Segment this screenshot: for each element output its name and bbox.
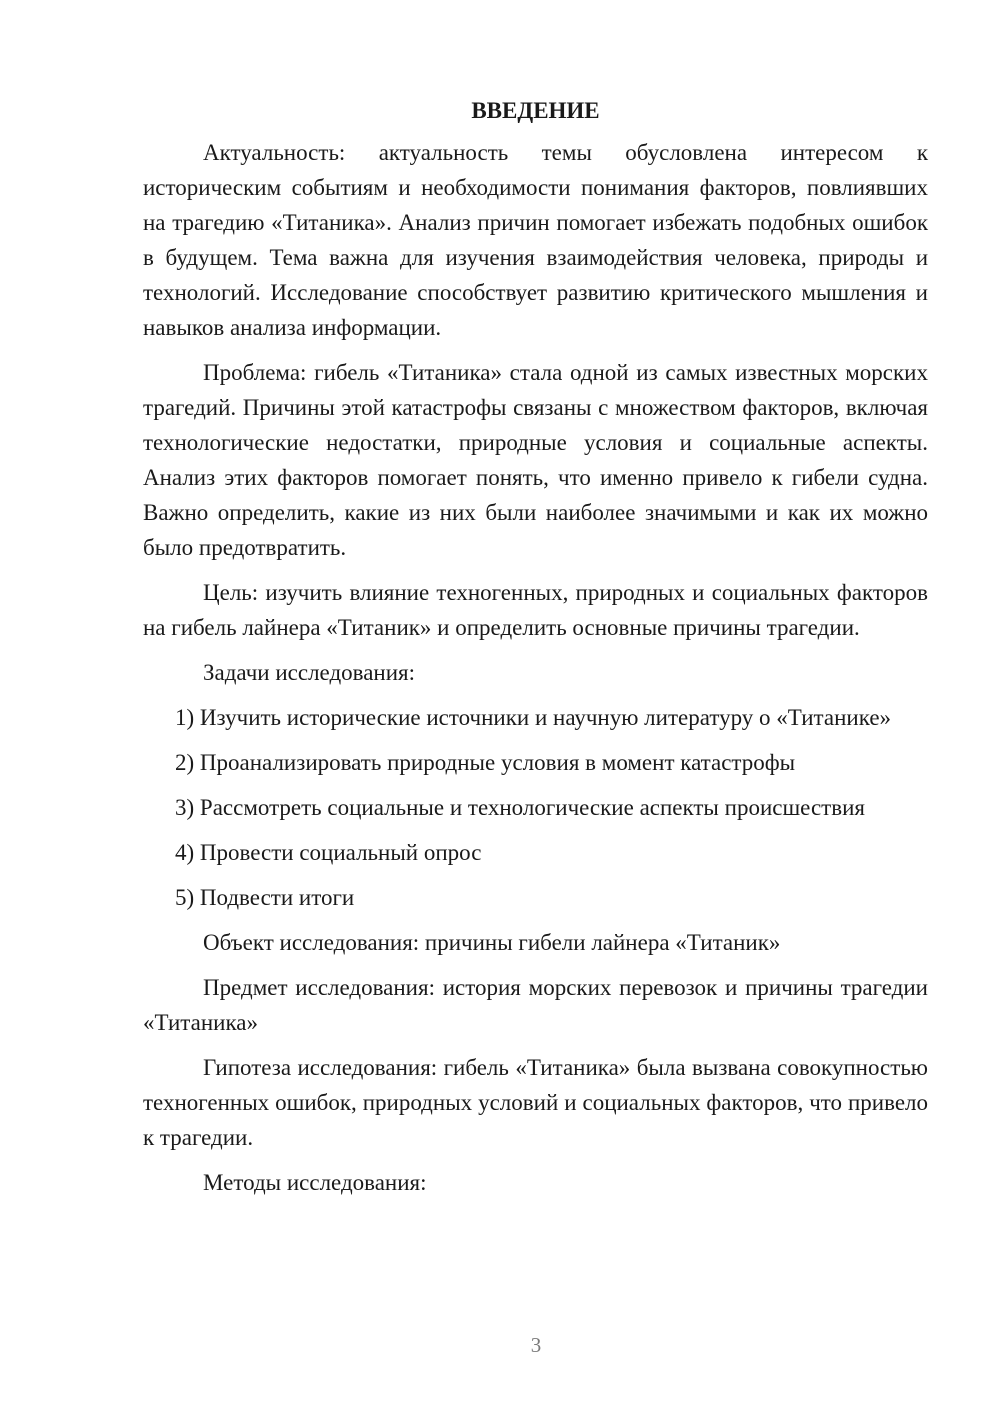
task-list <box>143 700 928 915</box>
task-item: 3) Рассмотреть социальные и технологические аспекты происшествия <box>175 795 865 820</box>
paragraph-goal: Цель: изучить влияние техногенных, природных и социальных факторов на гибель лайнера «Титаник» и определить основные причины трагедии. <box>143 580 928 640</box>
paragraph-hypothesis: Гипотеза исследования: гибель «Титаника» была вызвана совокупностью техногенных ошибок, природных условий и социальных факторов, что привело к трагедии. <box>143 1055 928 1150</box>
paragraph-problem: Проблема: гибель «Титаника» стала одной из самых известных морских трагедий. Причины этой катастрофы связаны с множеством факторов, включая технологические недостатки, природные условия и социальные аспекты. Анализ этих факторов помогает понять, что именно привело к гибели судна. Важно определить, какие из них были наиболее значимыми и как их можно было предотвратить. <box>143 360 928 560</box>
document-page <box>143 96 928 1210</box>
paragraph-object: Объект исследования: причины гибели лайнера «Титаник» <box>203 930 781 955</box>
paragraph-methods: Методы исследования: <box>203 1170 427 1195</box>
task-item: 4) Провести социальный опрос <box>175 840 482 865</box>
task-item: 1) Изучить исторические источники и научную литературу о «Титанике» <box>175 705 892 730</box>
section-title: ВВЕДЕНИЕ <box>471 98 600 123</box>
paragraph-subject: Предмет исследования: история морских перевозок и причины трагедии «Титаника» <box>143 975 928 1035</box>
task-item: 2) Проанализировать природные условия в момент катастрофы <box>175 750 796 775</box>
page-number: 3 <box>530 1333 542 1357</box>
task-item: 5) Подвести итоги <box>175 885 355 910</box>
tasks-heading: Задачи исследования: <box>203 660 416 685</box>
paragraph-relevance: Актуальность: актуальность темы обусловлена интересом к историческим событиям и необходимости понимания факторов, повлиявших на трагедию «Титаника». Анализ причин помогает избежать подобных ошибок в будущем. Тема важна для изучения взаимодействия человека, природы и технологий. Исследование способствует развитию критического мышления и навыков анализа информации. <box>143 140 928 340</box>
